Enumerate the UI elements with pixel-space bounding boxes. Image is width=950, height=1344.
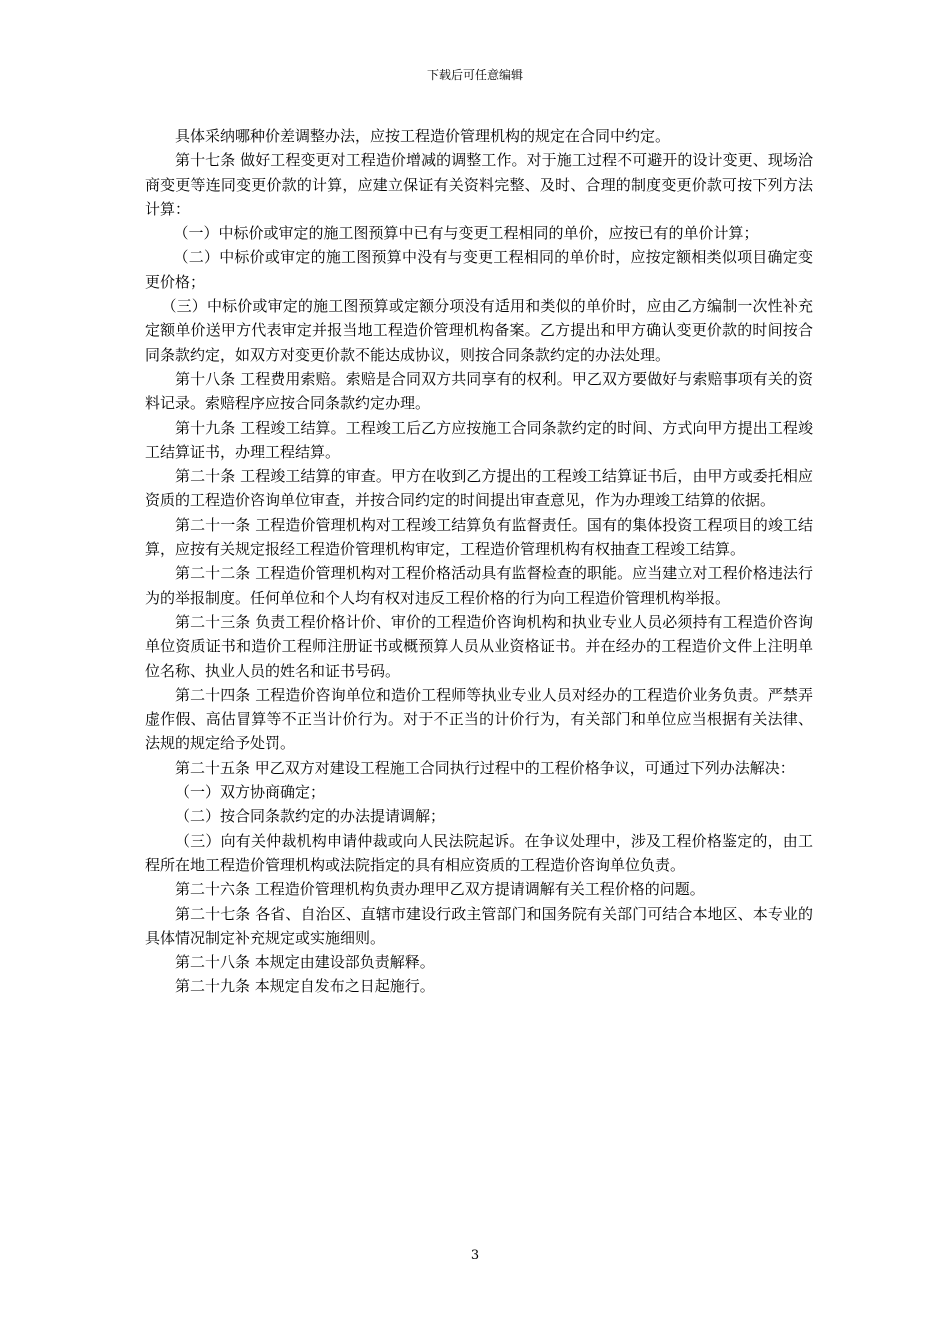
article-26: 第二十六条 工程造价管理机构负责办理甲乙双方提请调解有关工程价格的问题。 — [175, 880, 705, 899]
article-21: 第二十一条 工程造价管理机构对工程竣工结算负有监督责任。国有的集体投资工程项目的竣工结算，应按有关规定报经工程造价管理机构审定，工程造价管理机构有权抽查工程竣工结算。 — [145, 515, 813, 559]
article-20: 第二十条 工程竣工结算的审查。甲方在收到乙方提出的工程竣工结算证书后，由甲方或委托相应资质的工程造价咨询单位审查，并按合同约定的时间提出审查意见，作为办理竣工结算的依据。 — [145, 467, 813, 510]
list-item: （三）中标价或审定的施工图预算或定额分项没有适用和类似的单价时，应由乙方编制一次性补充定额单价送甲方代表审定并报当地工程造价管理机构备案。乙方提出和甲方确认变更价款的时间按合同条款约定，如双方对变更价款不能达成协议，则按合同条款约定的办法处理。 — [145, 297, 813, 364]
article-23: 第二十三条 负责工程价格计价、审价的工程造价咨询机构和执业专业人员必须持有工程造价咨询单位资质证书和造价工程师注册证书或概预算人员从业资格证书。并在经办的工程造价文件上注明单位名称、执业人员的姓名和证书号码。 — [145, 612, 813, 680]
article-22: 第二十二条 工程造价管理机构对工程价格活动具有监督检查的职能。应当建立对工程价格违法行为的举报制度。任何单位和个人均有权对违反工程价格的行为向工程造价管理机构举报。 — [145, 564, 813, 607]
article-18: 第十八条 工程费用索赔。索赔是合同双方共同享有的权利。甲乙双方要做好与索赔事项有关的资料记录。索赔程序应按合同条款约定办理。 — [145, 369, 813, 413]
list-item: （二）中标价或审定的施工图预算中没有与变更工程相同的单价时，应按定额相类似项目确定变更价格； — [145, 248, 813, 291]
list-item: （三）向有关仲裁机构申请仲裁或向人民法院起诉。在争议处理中，涉及工程价格鉴定的，由工程所在地工程造价管理机构或法院指定的具有相应资质的工程造价咨询单位负责。 — [145, 831, 813, 874]
article-19: 第十九条 工程竣工结算。工程竣工后乙方应按施工合同条款约定的时间、方式向甲方提出工程竣工结算证书，办理工程结算。 — [145, 418, 813, 461]
article-29: 第二十九条 本规定自发布之日起施行。 — [175, 977, 435, 996]
list-item: （二）按合同条款约定的办法提请调解； — [175, 807, 446, 826]
page-header: 下载后可任意编辑 — [426, 68, 523, 82]
article-27: 第二十七条 各省、自治区、直辖市建设行政主管部门和国务院有关部门可结合本地区、本专业的具体情况制定补充规定或实施细则。 — [145, 904, 813, 947]
article-25: 第二十五条 甲乙双方对建设工程施工合同执行过程中的工程价格争议，可通过下列办法解决： — [175, 758, 795, 777]
paragraph: 具体采纳哪种价差调整办法，应按工程造价管理机构的规定在合同中约定。 — [175, 127, 671, 145]
document-body — [145, 124, 813, 999]
page-number: 3 — [470, 1248, 480, 1263]
article-24: 第二十四条 工程造价咨询单位和造价工程师等执业专业人员对经办的工程造价业务负责。严禁弄虚作假、高估冒算等不正当计价行为。对于不正当的计价行为，有关部门和单位应当根据有关法律、法规的规定给予处罚。 — [145, 685, 813, 753]
list-item: （一）中标价或审定的施工图预算中已有与变更工程相同的单价，应按已有的单价计算； — [173, 224, 759, 243]
article-28: 第二十八条 本规定由建设部负责解释。 — [175, 953, 435, 972]
list-item: （一）双方协商确定； — [175, 783, 326, 802]
article-17: 第十七条 做好工程变更对工程造价增减的调整工作。对于施工过程不可避开的设计变更、现场洽商变更等连同变更价款的计算，应建立保证有关资料完整、及时、合理的制度变更价款可按下列方法计算： — [145, 151, 813, 218]
